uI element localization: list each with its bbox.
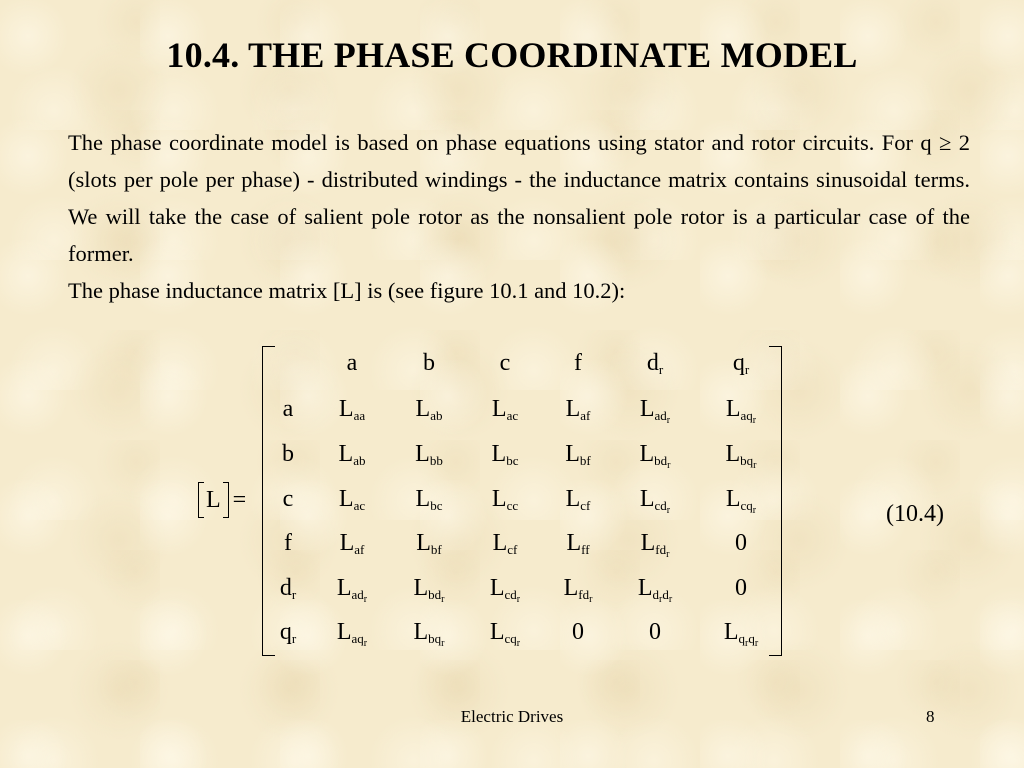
matrix-cell: $L_{ac}$ bbox=[338, 486, 366, 513]
matrix-cell: $L_{ab}$ bbox=[338, 441, 366, 468]
column-header: f bbox=[574, 350, 582, 376]
matrix-cell: $L_{cq_r}$ bbox=[725, 486, 757, 516]
row-header: $d_r$ bbox=[279, 575, 297, 602]
matrix-cell: $L_{bc}$ bbox=[415, 486, 443, 513]
column-header: a bbox=[346, 350, 358, 376]
equation-number: (10.4) bbox=[886, 501, 944, 527]
matrix-cell: $L_{bf}$ bbox=[565, 441, 591, 468]
matrix-cell: $L_{bq_r}$ bbox=[725, 441, 757, 471]
matrix-cell: $L_{cc}$ bbox=[491, 486, 519, 513]
body-text bbox=[68, 124, 970, 309]
row-header: $q_r$ bbox=[279, 619, 297, 646]
matrix-cell: $L_{aa}$ bbox=[338, 396, 366, 423]
matrix-cell: $L_{aq_r}$ bbox=[336, 619, 368, 649]
matrix-cell: $L_{bf}$ bbox=[416, 530, 442, 557]
row-header: a bbox=[282, 396, 294, 422]
lhs-symbol: L bbox=[206, 486, 221, 513]
slide-title: 10.4. THE PHASE COORDINATE MODEL bbox=[166, 35, 858, 75]
column-header: $q_r$ bbox=[732, 350, 750, 377]
matrix-cell: $L_{ad_r}$ bbox=[639, 396, 671, 426]
matrix-cell: $L_{bd_r}$ bbox=[413, 575, 445, 605]
matrix-cell: $L_{bc}$ bbox=[491, 441, 519, 468]
matrix-cell: 0 bbox=[735, 575, 747, 601]
lhs-right-bracket bbox=[223, 482, 229, 518]
matrix-cell: $L_{af}$ bbox=[565, 396, 591, 423]
matrix-cell: 0 bbox=[649, 619, 661, 645]
matrix-cell: $L_{cd_r}$ bbox=[639, 486, 671, 516]
matrix-cell: $L_{ad_r}$ bbox=[336, 575, 368, 605]
row-header: b bbox=[282, 441, 294, 467]
row-header: c bbox=[282, 486, 294, 512]
matrix-cell: $L_{q_rq_r}$ bbox=[723, 619, 759, 649]
lhs-left-bracket bbox=[198, 482, 204, 518]
matrix-cell: $L_{ab}$ bbox=[415, 396, 443, 423]
matrix-cell: $L_{fd_r}$ bbox=[563, 575, 593, 605]
matrix-cell: $L_{d_rd_r}$ bbox=[637, 575, 673, 605]
matrix-cell: $L_{fd_r}$ bbox=[640, 530, 670, 560]
matrix-lhs bbox=[198, 480, 246, 520]
column-header: c bbox=[499, 350, 511, 376]
matrix-left-bracket bbox=[262, 346, 275, 656]
matrix-cell: $L_{cf}$ bbox=[565, 486, 591, 513]
footer-text: Electric Drives bbox=[460, 707, 564, 726]
matrix-cell: $L_{af}$ bbox=[339, 530, 365, 557]
row-header: f bbox=[284, 530, 292, 556]
matrix-cell: $L_{aq_r}$ bbox=[725, 396, 757, 426]
matrix-right-bracket bbox=[769, 346, 782, 656]
column-header: b bbox=[423, 350, 435, 376]
matrix-cell: 0 bbox=[572, 619, 584, 645]
matrix-cell: $L_{cq_r}$ bbox=[489, 619, 521, 649]
equals-sign: = bbox=[232, 486, 247, 513]
column-header: $d_r$ bbox=[646, 350, 664, 377]
matrix-cell: $L_{cf}$ bbox=[492, 530, 518, 557]
matrix-cell: $L_{ff}$ bbox=[566, 530, 590, 557]
matrix-cell: $L_{ac}$ bbox=[491, 396, 519, 423]
paragraph-2: The phase inductance matrix [L] is (see figure 10.1 and 10.2): bbox=[68, 278, 626, 303]
matrix-cell: $L_{bq_r}$ bbox=[413, 619, 445, 649]
paragraph-1: The phase coordinate model is based on phase equations using stator and rotor circuits. For q ≥ 2 (slots per pole per phase) - distributed windings - the inductance matrix contains sinusoidal terms. We will take the case of salient pole rotor as the nonsalient pole rotor is a particular case of the former. bbox=[68, 130, 970, 266]
matrix-cell: $L_{cd_r}$ bbox=[489, 575, 521, 605]
matrix-cell: $L_{bd_r}$ bbox=[639, 441, 671, 471]
page-number: 8 bbox=[926, 707, 935, 726]
matrix-cell: 0 bbox=[735, 530, 747, 556]
matrix-cell: $L_{bb}$ bbox=[415, 441, 443, 468]
